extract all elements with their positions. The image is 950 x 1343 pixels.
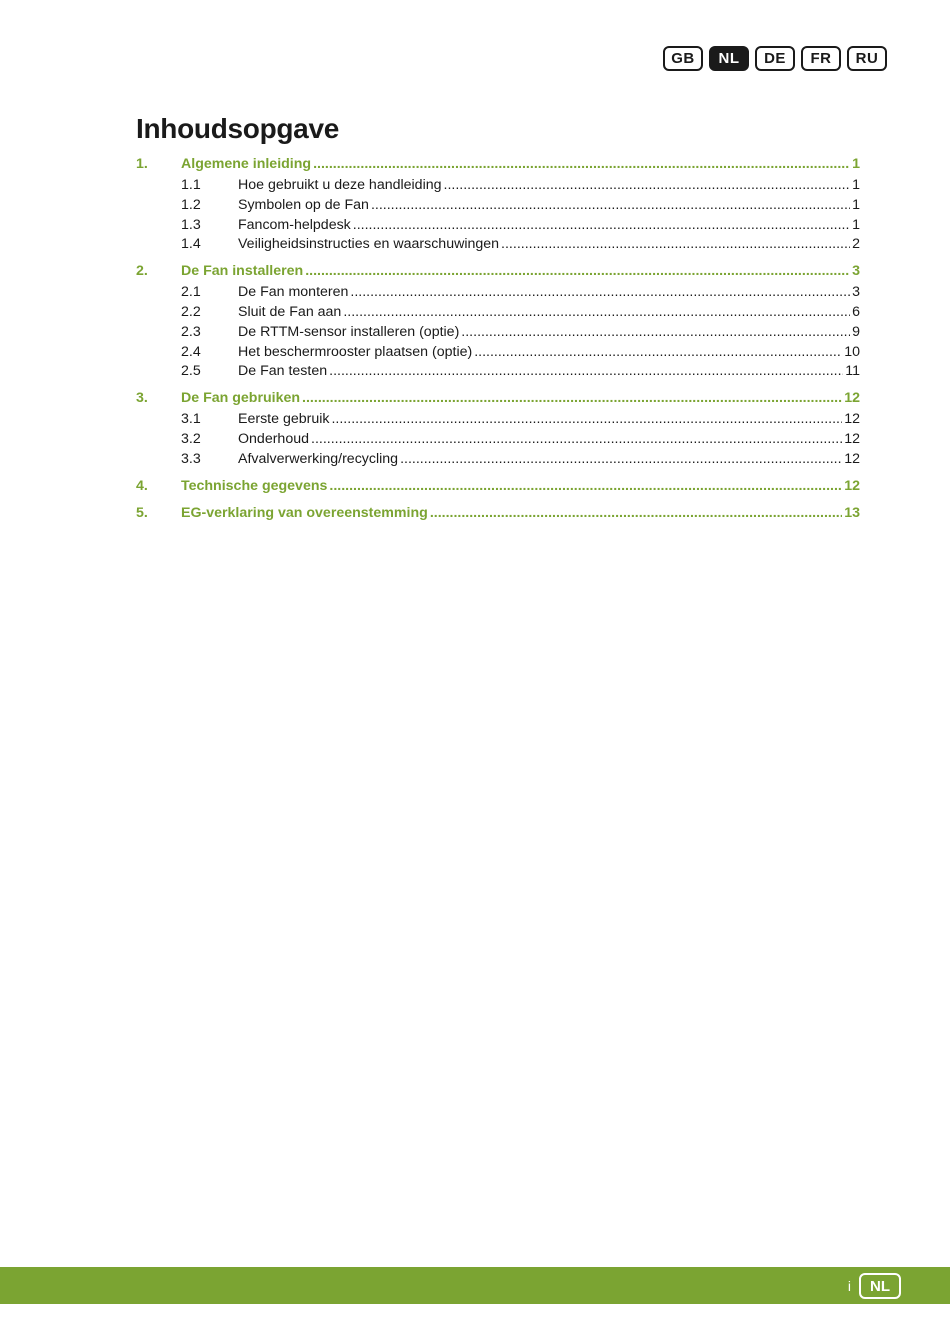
toc-title: Het beschermrooster plaatsen (optie) <box>238 343 473 360</box>
toc-subsection-entry[interactable] <box>136 362 860 382</box>
toc-page: 1 <box>852 196 860 213</box>
toc-subsection-entry[interactable] <box>136 343 860 363</box>
toc-leader <box>444 176 851 196</box>
toc-title: Technische gegevens <box>181 477 328 494</box>
toc-leader <box>474 343 842 363</box>
footer-language-badge: NL <box>859 1273 901 1299</box>
toc-leader <box>329 362 843 382</box>
toc-title: De Fan gebruiken <box>181 390 301 407</box>
toc-section-entry[interactable] <box>136 503 860 524</box>
toc-number: 1.4 <box>181 236 201 253</box>
toc-number: 2.3 <box>181 323 201 340</box>
toc-number: 3.2 <box>181 430 201 447</box>
toc-page: 9 <box>852 323 860 340</box>
toc-subsection-entry[interactable] <box>136 410 860 430</box>
toc-number: 1.3 <box>181 216 201 233</box>
toc-title: De Fan installeren <box>181 263 304 280</box>
toc-section-entry[interactable] <box>136 476 860 497</box>
toc-number: 3.1 <box>181 411 201 428</box>
toc-section <box>136 476 860 497</box>
toc-section <box>136 503 860 524</box>
footer-bar <box>0 1267 950 1304</box>
toc-section-entry[interactable] <box>136 154 860 175</box>
toc-subsection-entry[interactable] <box>136 450 860 470</box>
toc-number: 2.2 <box>181 303 201 320</box>
toc-page: 2 <box>852 236 860 253</box>
toc-title: Symbolen op de Fan <box>238 196 369 213</box>
toc-leader <box>313 154 850 175</box>
toc-leader <box>461 323 850 343</box>
toc-subsection-entry[interactable] <box>136 303 860 323</box>
footer-page-number: i <box>847 1278 851 1294</box>
lang-tab-de[interactable]: DE <box>755 46 795 71</box>
toc-page: 12 <box>844 411 860 428</box>
toc-leader <box>329 476 842 497</box>
toc-number: 1.1 <box>181 177 201 193</box>
toc-title: Fancom-helpdesk <box>238 216 351 233</box>
toc-number: 2.4 <box>181 343 201 360</box>
table-of-contents <box>136 154 860 530</box>
toc-page: 1 <box>852 177 860 193</box>
toc-subsection-entry[interactable] <box>136 196 860 216</box>
toc-page: 11 <box>845 363 860 380</box>
toc-subsection-entry[interactable] <box>136 430 860 450</box>
toc-leader <box>400 450 842 470</box>
toc-page: 12 <box>844 430 860 447</box>
toc-section <box>136 388 860 469</box>
toc-title: Veiligheidsinstructies en waarschuwingen <box>238 236 500 253</box>
toc-number: 5. <box>136 504 148 521</box>
toc-leader <box>302 388 842 409</box>
toc-leader <box>501 235 850 255</box>
toc-leader <box>331 410 842 430</box>
lang-tab-fr[interactable]: FR <box>801 46 841 71</box>
toc-section-entry[interactable] <box>136 388 860 409</box>
toc-number: 2.5 <box>181 363 201 380</box>
toc-subsection-entry[interactable] <box>136 216 860 236</box>
toc-title: EG-verklaring van overeenstemming <box>181 504 428 521</box>
toc-title: Sluit de Fan aan <box>238 303 342 320</box>
toc-title: Algemene inleiding <box>181 156 312 172</box>
toc-leader <box>311 430 842 450</box>
toc-number: 4. <box>136 477 148 494</box>
toc-page: 12 <box>844 477 860 494</box>
toc-leader <box>371 196 850 216</box>
toc-leader <box>353 216 850 236</box>
page-title: Inhoudsopgave <box>136 113 339 144</box>
toc-number: 2.1 <box>181 284 201 301</box>
toc-page: 13 <box>844 504 860 521</box>
lang-tab-ru[interactable]: RU <box>847 46 887 71</box>
toc-number: 2. <box>136 263 148 280</box>
toc-number: 3.3 <box>181 450 201 467</box>
toc-page: 6 <box>852 303 860 320</box>
toc-leader <box>305 261 850 282</box>
toc-leader <box>430 503 842 524</box>
toc-number: 1.2 <box>181 196 201 213</box>
toc-subsection-entry[interactable] <box>136 235 860 255</box>
toc-page: 1 <box>852 216 860 233</box>
toc-title: Hoe gebruikt u deze handleiding <box>238 177 442 193</box>
toc-title: Onderhoud <box>238 430 309 447</box>
toc-number: 3. <box>136 390 148 407</box>
toc-leader <box>350 283 850 303</box>
lang-tab-nl[interactable]: NL <box>709 46 749 71</box>
toc-page: 3 <box>852 284 860 301</box>
toc-subsection-entry[interactable] <box>136 283 860 303</box>
toc-title: De RTTM-sensor installeren (optie) <box>238 323 460 340</box>
toc-page: 12 <box>844 390 860 407</box>
toc-subsection-entry[interactable] <box>136 176 860 196</box>
lang-tab-gb[interactable]: GB <box>663 46 703 71</box>
toc-subsection-entry[interactable] <box>136 323 860 343</box>
toc-section <box>136 154 860 255</box>
language-tabs <box>663 46 887 71</box>
toc-number: 1. <box>136 156 148 172</box>
toc-title: Afvalverwerking/recycling <box>238 450 399 467</box>
toc-title: De Fan monteren <box>238 284 349 301</box>
toc-page: 12 <box>844 450 860 467</box>
toc-section <box>136 261 860 382</box>
toc-page: 3 <box>852 263 860 280</box>
toc-leader <box>343 303 850 323</box>
toc-title: Eerste gebruik <box>238 411 330 428</box>
toc-title: De Fan testen <box>238 363 328 380</box>
toc-page: 1 <box>852 156 860 172</box>
toc-section-entry[interactable] <box>136 261 860 282</box>
toc-page: 10 <box>844 343 860 360</box>
